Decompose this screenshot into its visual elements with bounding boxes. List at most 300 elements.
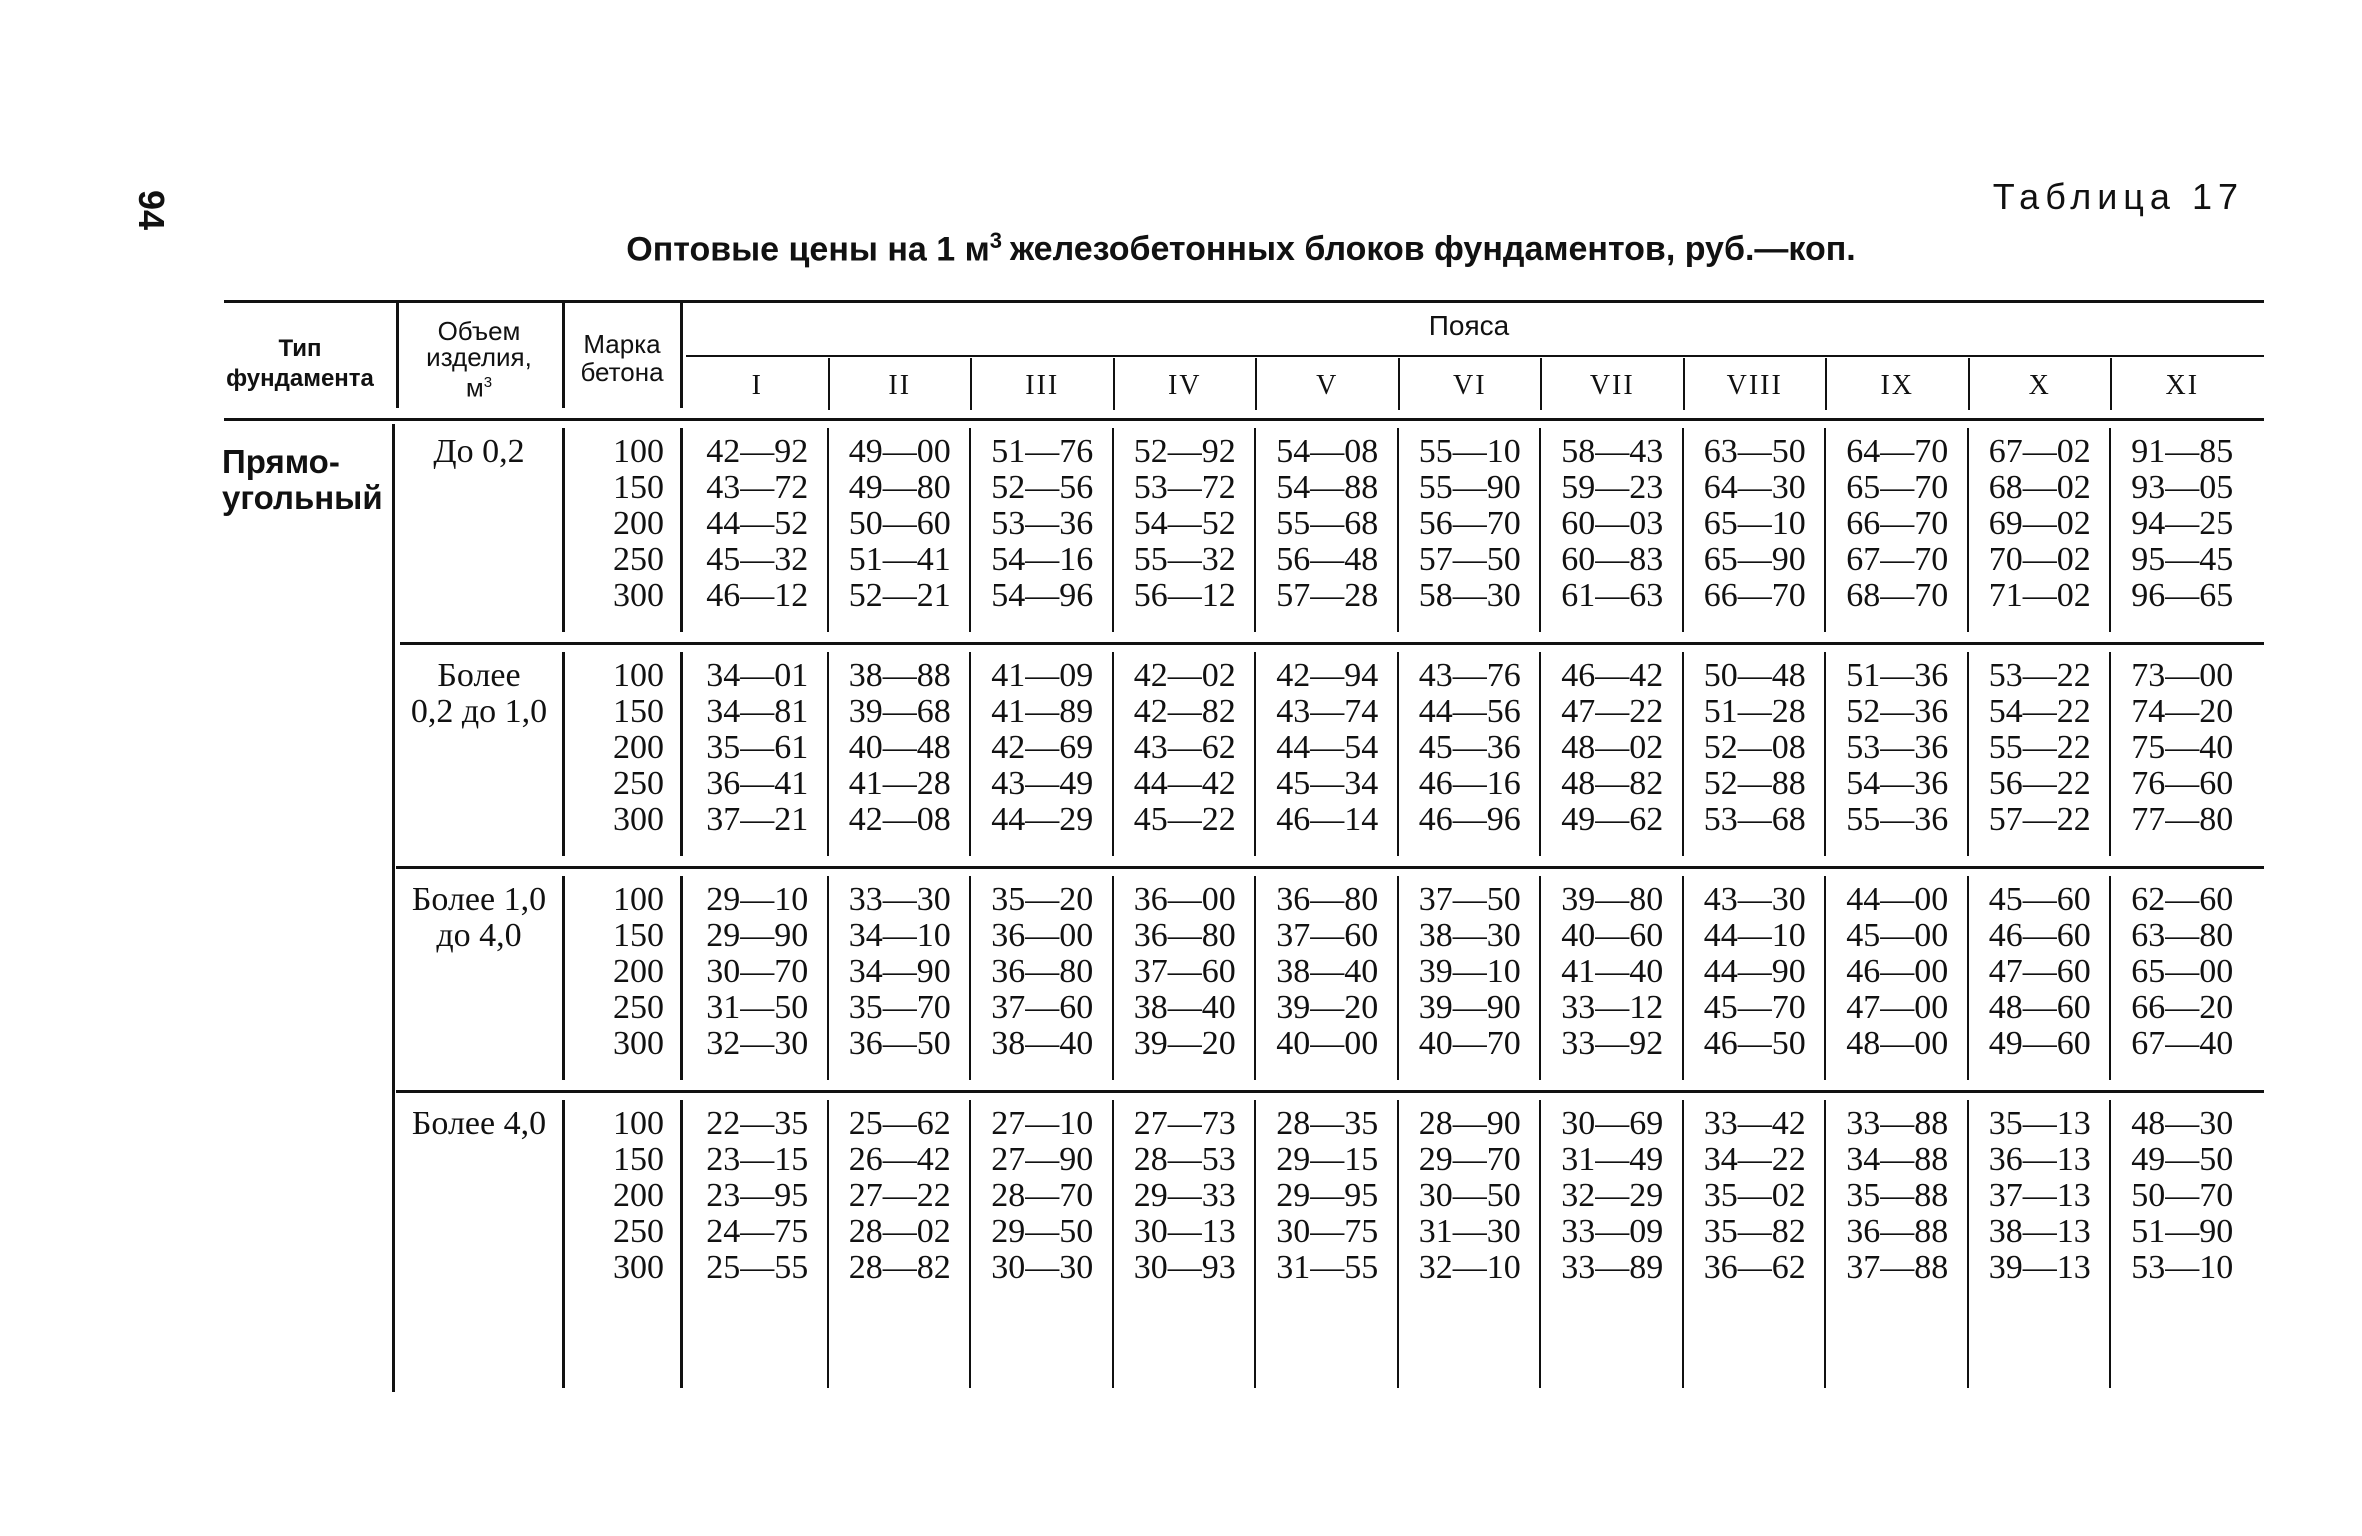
price-value: 64—70 xyxy=(1846,433,1949,470)
header-column-divider xyxy=(562,302,565,408)
price-value: 36—62 xyxy=(1703,1249,1806,1286)
price-column xyxy=(1969,882,2112,1062)
column-divider xyxy=(1254,876,1256,1080)
price-value: 62—60 xyxy=(2131,881,2234,918)
grade-value: 150 xyxy=(613,917,664,954)
price-value: 93—05 xyxy=(2131,469,2234,506)
price-value: 28—70 xyxy=(991,1177,1094,1214)
volume-line: Более 4,0 xyxy=(411,1105,547,1142)
price-value: 35—02 xyxy=(1703,1177,1806,1214)
volume-line: Более 1,0 xyxy=(411,881,547,918)
price-value: 54—96 xyxy=(991,577,1094,614)
price-column xyxy=(1399,434,1542,614)
header-volume-line: изделия, xyxy=(426,342,532,372)
column-divider xyxy=(827,652,829,856)
price-value: 36—88 xyxy=(1846,1213,1949,1250)
price-value: 33—42 xyxy=(1703,1105,1806,1142)
price-value: 33—09 xyxy=(1561,1213,1664,1250)
price-value: 60—83 xyxy=(1561,541,1664,578)
column-divider xyxy=(1112,876,1114,1080)
price-value: 35—82 xyxy=(1703,1213,1806,1250)
price-value: 38—40 xyxy=(1276,953,1379,990)
price-value: 39—13 xyxy=(1988,1249,2091,1286)
header-foundation-type xyxy=(210,334,390,394)
price-column xyxy=(2111,882,2254,1062)
grade-value: 150 xyxy=(613,693,664,730)
price-value: 36—13 xyxy=(1988,1141,2091,1178)
price-value: 44—00 xyxy=(1846,881,1949,918)
price-column xyxy=(1826,434,1969,614)
price-value: 25—55 xyxy=(706,1249,809,1286)
zone-header: II xyxy=(888,370,912,401)
price-value: 56—12 xyxy=(1133,577,1236,614)
grade-value: 250 xyxy=(613,1213,664,1250)
column-divider xyxy=(1539,876,1541,1080)
price-value: 44—29 xyxy=(991,801,1094,838)
price-value: 45—00 xyxy=(1846,917,1949,954)
volume-cell xyxy=(394,434,564,470)
price-value: 67—40 xyxy=(2131,1025,2234,1062)
price-column xyxy=(1541,658,1684,838)
column-divider xyxy=(1254,1100,1256,1388)
header-volume-line: Объем xyxy=(437,316,521,346)
grade-value: 100 xyxy=(613,881,664,918)
column-divider xyxy=(1112,652,1114,856)
price-value: 69—02 xyxy=(1988,505,2091,542)
volume-line: Более xyxy=(437,657,521,694)
price-value: 65—10 xyxy=(1703,505,1806,542)
price-column xyxy=(1826,882,1969,1062)
title-superscript: 3 xyxy=(989,228,1003,253)
grade-value: 300 xyxy=(613,1249,664,1286)
price-value: 47—00 xyxy=(1846,989,1949,1026)
column-divider xyxy=(680,428,683,632)
header-type-line: Тип xyxy=(278,335,322,362)
column-divider xyxy=(2109,652,2111,856)
zone-header-divider xyxy=(1968,358,1970,410)
price-value: 54—36 xyxy=(1846,765,1949,802)
price-value: 53—68 xyxy=(1703,801,1806,838)
price-column xyxy=(1541,1106,1684,1286)
price-value: 42—94 xyxy=(1276,657,1379,694)
price-column xyxy=(829,658,972,838)
price-value: 44—10 xyxy=(1703,917,1806,954)
price-value: 36—80 xyxy=(1133,917,1236,954)
price-value: 35—88 xyxy=(1846,1177,1949,1214)
foundation-type-line: Прямо- xyxy=(222,443,340,480)
price-value: 34—22 xyxy=(1703,1141,1806,1178)
price-value: 52—36 xyxy=(1846,693,1949,730)
price-value: 73—00 xyxy=(2131,657,2234,694)
price-value: 70—02 xyxy=(1988,541,2091,578)
price-value: 38—88 xyxy=(848,657,951,694)
price-value: 51—41 xyxy=(848,541,951,578)
page-number: 94 xyxy=(131,190,172,231)
column-divider xyxy=(1254,428,1256,632)
price-value: 55—90 xyxy=(1418,469,1521,506)
price-value: 29—15 xyxy=(1276,1141,1379,1178)
price-value: 43—76 xyxy=(1418,657,1521,694)
price-value: 34—88 xyxy=(1846,1141,1949,1178)
price-value: 49—00 xyxy=(848,433,951,470)
title-text: Оптовые цены на 1 м xyxy=(626,230,990,269)
table-top-rule xyxy=(224,300,2264,303)
header-zones-title: Пояса xyxy=(1428,310,1510,341)
price-value: 32—10 xyxy=(1418,1249,1521,1286)
price-value: 65—70 xyxy=(1846,469,1949,506)
price-value: 36—80 xyxy=(1276,881,1379,918)
price-value: 30—69 xyxy=(1561,1105,1664,1142)
price-value: 28—35 xyxy=(1276,1105,1379,1142)
column-divider xyxy=(1254,652,1256,856)
price-value: 29—50 xyxy=(991,1213,1094,1250)
price-value: 36—41 xyxy=(706,765,809,802)
price-value: 27—90 xyxy=(991,1141,1094,1178)
price-value: 47—60 xyxy=(1988,953,2091,990)
column-divider xyxy=(1397,876,1399,1080)
zone-header: VII xyxy=(1589,370,1635,401)
price-value: 38—13 xyxy=(1988,1213,2091,1250)
column-divider xyxy=(1824,876,1826,1080)
price-value: 43—74 xyxy=(1276,693,1379,730)
price-column xyxy=(1826,658,1969,838)
price-value: 29—95 xyxy=(1276,1177,1379,1214)
volume-line: До 0,2 xyxy=(433,433,525,470)
price-value: 45—70 xyxy=(1703,989,1806,1026)
price-value: 31—30 xyxy=(1418,1213,1521,1250)
price-value: 63—80 xyxy=(2131,917,2234,954)
price-value: 36—50 xyxy=(848,1025,951,1062)
column-divider xyxy=(827,428,829,632)
column-divider xyxy=(562,876,565,1080)
price-column xyxy=(829,882,972,1062)
price-column xyxy=(1541,434,1684,614)
price-value: 40—48 xyxy=(848,729,951,766)
price-value: 51—76 xyxy=(991,433,1094,470)
price-value: 38—40 xyxy=(991,1025,1094,1062)
price-value: 34—10 xyxy=(848,917,951,954)
column-divider xyxy=(1824,1100,1826,1388)
price-value: 59—23 xyxy=(1561,469,1664,506)
column-divider xyxy=(969,428,971,632)
price-value: 68—02 xyxy=(1988,469,2091,506)
column-divider xyxy=(1967,652,1969,856)
column-divider xyxy=(1397,1100,1399,1388)
group-separator-rule xyxy=(396,1090,2264,1093)
column-divider xyxy=(2109,428,2111,632)
price-value: 76—60 xyxy=(2131,765,2234,802)
price-value: 45—60 xyxy=(1988,881,2091,918)
price-column xyxy=(1684,882,1827,1062)
price-value: 45—32 xyxy=(706,541,809,578)
price-value: 30—50 xyxy=(1418,1177,1521,1214)
column-divider xyxy=(680,652,683,856)
grade-value: 100 xyxy=(613,433,664,470)
price-value: 46—00 xyxy=(1846,953,1949,990)
table-label: Таблица 17 xyxy=(1992,176,2244,217)
price-value: 41—89 xyxy=(991,693,1094,730)
price-value: 58—43 xyxy=(1561,433,1664,470)
zone-header-divider xyxy=(828,358,830,410)
column-divider xyxy=(827,876,829,1080)
price-value: 43—72 xyxy=(706,469,809,506)
price-value: 29—90 xyxy=(706,917,809,954)
price-value: 54—16 xyxy=(991,541,1094,578)
volume-line: 0,2 до 1,0 xyxy=(410,693,548,730)
price-value: 52—56 xyxy=(991,469,1094,506)
price-column xyxy=(1399,1106,1542,1286)
price-value: 42—02 xyxy=(1133,657,1236,694)
price-value: 45—34 xyxy=(1276,765,1379,802)
column-divider xyxy=(1539,428,1541,632)
zone-header: XI xyxy=(2165,370,2200,401)
zone-header: VIII xyxy=(1726,370,1783,401)
price-value: 42—82 xyxy=(1133,693,1236,730)
price-value: 34—90 xyxy=(848,953,951,990)
zone-header: IV xyxy=(1167,370,1202,401)
zone-header-divider xyxy=(1255,358,1257,410)
header-type-line: фундамента xyxy=(226,365,374,392)
column-divider xyxy=(1397,428,1399,632)
price-column xyxy=(971,434,1114,614)
price-value: 55—22 xyxy=(1988,729,2091,766)
price-value: 37—60 xyxy=(1133,953,1236,990)
price-column xyxy=(1684,1106,1827,1286)
header-volume-line xyxy=(396,370,562,401)
price-value: 37—88 xyxy=(1846,1249,1949,1286)
zone-header: I xyxy=(751,370,763,401)
price-value: 53—36 xyxy=(991,505,1094,542)
price-value: 45—22 xyxy=(1133,801,1236,838)
price-value: 51—36 xyxy=(1846,657,1949,694)
price-value: 43—62 xyxy=(1133,729,1236,766)
price-value: 42—92 xyxy=(706,433,809,470)
price-column xyxy=(971,882,1114,1062)
price-value: 39—20 xyxy=(1133,1025,1236,1062)
volume-cell xyxy=(394,1106,564,1142)
price-value: 94—25 xyxy=(2131,505,2234,542)
price-column xyxy=(686,658,829,838)
price-value: 77—80 xyxy=(2131,801,2234,838)
grade-value: 150 xyxy=(613,1141,664,1178)
price-value: 75—40 xyxy=(2131,729,2234,766)
grade-value: 100 xyxy=(613,1105,664,1142)
price-value: 71—02 xyxy=(1988,577,2091,614)
zone-header-divider xyxy=(2110,358,2112,410)
price-value: 39—68 xyxy=(848,693,951,730)
foundation-type xyxy=(222,444,382,516)
price-value: 42—08 xyxy=(848,801,951,838)
price-value: 50—70 xyxy=(2131,1177,2234,1214)
price-value: 46—42 xyxy=(1561,657,1664,694)
grade-cell xyxy=(560,882,664,1062)
volume-cell xyxy=(394,882,564,954)
price-value: 25—62 xyxy=(848,1105,951,1142)
price-column xyxy=(1684,434,1827,614)
price-value: 45—36 xyxy=(1418,729,1521,766)
column-divider xyxy=(1682,428,1684,632)
column-divider xyxy=(2109,1100,2111,1388)
price-value: 44—54 xyxy=(1276,729,1379,766)
price-value: 36—80 xyxy=(991,953,1094,990)
price-value: 46—14 xyxy=(1276,801,1379,838)
price-value: 31—55 xyxy=(1276,1249,1379,1286)
price-value: 44—42 xyxy=(1133,765,1236,802)
price-value: 53—22 xyxy=(1988,657,2091,694)
price-value: 49—50 xyxy=(2131,1141,2234,1178)
price-column xyxy=(1684,658,1827,838)
price-value: 22—35 xyxy=(706,1105,809,1142)
grade-cell xyxy=(560,434,664,614)
grade-value: 200 xyxy=(613,953,664,990)
header-volume xyxy=(396,318,562,401)
price-column xyxy=(1399,658,1542,838)
price-value: 36—00 xyxy=(1133,881,1236,918)
grade-cell xyxy=(560,1106,664,1286)
price-value: 60—03 xyxy=(1561,505,1664,542)
price-value: 33—30 xyxy=(848,881,951,918)
price-value: 38—40 xyxy=(1133,989,1236,1026)
price-column xyxy=(1114,434,1257,614)
header-column-divider xyxy=(680,302,683,408)
column-divider xyxy=(1682,652,1684,856)
zone-header-divider xyxy=(970,358,972,410)
price-column xyxy=(1826,1106,1969,1286)
price-column xyxy=(1256,882,1399,1062)
price-value: 37—13 xyxy=(1988,1177,2091,1214)
group-separator-rule xyxy=(400,642,2264,645)
column-divider xyxy=(1824,652,1826,856)
price-value: 37—21 xyxy=(706,801,809,838)
header-grade-line: Марка xyxy=(583,329,661,359)
price-value: 64—30 xyxy=(1703,469,1806,506)
zone-header-divider xyxy=(1683,358,1685,410)
grade-cell xyxy=(560,658,664,838)
price-column xyxy=(829,434,972,614)
price-column xyxy=(971,1106,1114,1286)
zones-header-rule xyxy=(686,355,2264,357)
price-column xyxy=(1114,1106,1257,1286)
price-value: 33—88 xyxy=(1846,1105,1949,1142)
column-divider xyxy=(1682,876,1684,1080)
price-value: 51—28 xyxy=(1703,693,1806,730)
price-column xyxy=(2111,658,2254,838)
price-column xyxy=(1256,1106,1399,1286)
price-value: 55—68 xyxy=(1276,505,1379,542)
header-grade-line: бетона xyxy=(580,357,664,387)
price-value: 37—60 xyxy=(1276,917,1379,954)
price-value: 28—82 xyxy=(848,1249,951,1286)
price-value: 95—45 xyxy=(2131,541,2234,578)
header-bottom-rule xyxy=(224,418,2264,421)
price-value: 29—10 xyxy=(706,881,809,918)
price-value: 31—49 xyxy=(1561,1141,1664,1178)
price-value: 43—30 xyxy=(1703,881,1806,918)
column-divider xyxy=(969,1100,971,1388)
price-value: 61—63 xyxy=(1561,577,1664,614)
price-value: 28—90 xyxy=(1418,1105,1521,1142)
column-divider xyxy=(969,876,971,1080)
price-value: 65—00 xyxy=(2131,953,2234,990)
foundation-type-line: угольный xyxy=(222,479,383,516)
grade-value: 300 xyxy=(613,577,664,614)
price-value: 30—30 xyxy=(991,1249,1094,1286)
price-value: 67—02 xyxy=(1988,433,2091,470)
zone-header-divider xyxy=(1398,358,1400,410)
price-value: 41—09 xyxy=(991,657,1094,694)
grade-value: 300 xyxy=(613,1025,664,1062)
price-value: 54—22 xyxy=(1988,693,2091,730)
price-value: 39—80 xyxy=(1561,881,1664,918)
zone-header: VI xyxy=(1452,370,1487,401)
price-value: 66—70 xyxy=(1703,577,1806,614)
column-divider xyxy=(2109,876,2111,1080)
price-column xyxy=(1969,434,2112,614)
grade-value: 200 xyxy=(613,505,664,542)
price-value: 40—60 xyxy=(1561,917,1664,954)
group-separator-rule xyxy=(396,866,2264,869)
price-column xyxy=(1114,658,1257,838)
price-value: 50—60 xyxy=(848,505,951,542)
column-divider xyxy=(969,652,971,856)
column-divider xyxy=(680,1100,683,1388)
price-value: 67—70 xyxy=(1846,541,1949,578)
column-divider xyxy=(562,1100,565,1388)
price-value: 41—28 xyxy=(848,765,951,802)
price-value: 50—48 xyxy=(1703,657,1806,694)
price-value: 28—53 xyxy=(1133,1141,1236,1178)
price-value: 42—69 xyxy=(991,729,1094,766)
price-value: 34—81 xyxy=(706,693,809,730)
price-value: 56—48 xyxy=(1276,541,1379,578)
price-column xyxy=(1969,658,2112,838)
price-column xyxy=(2111,1106,2254,1286)
page-title xyxy=(0,228,2362,269)
price-column xyxy=(1114,882,1257,1062)
price-value: 57—28 xyxy=(1276,577,1379,614)
column-divider xyxy=(1539,652,1541,856)
price-value: 47—22 xyxy=(1561,693,1664,730)
price-value: 36—00 xyxy=(991,917,1094,954)
price-value: 46—16 xyxy=(1418,765,1521,802)
price-value: 27—10 xyxy=(991,1105,1094,1142)
price-value: 48—60 xyxy=(1988,989,2091,1026)
column-divider xyxy=(1397,652,1399,856)
column-divider xyxy=(1967,1100,1969,1388)
price-value: 57—50 xyxy=(1418,541,1521,578)
price-value: 30—93 xyxy=(1133,1249,1236,1286)
column-divider xyxy=(1112,1100,1114,1388)
grade-value: 100 xyxy=(613,657,664,694)
price-value: 44—90 xyxy=(1703,953,1806,990)
zone-header: III xyxy=(1025,370,1060,401)
price-column xyxy=(2111,434,2254,614)
column-divider xyxy=(1967,428,1969,632)
price-value: 48—02 xyxy=(1561,729,1664,766)
price-value: 55—36 xyxy=(1846,801,1949,838)
grade-value: 300 xyxy=(613,801,664,838)
price-column xyxy=(1541,882,1684,1062)
price-value: 44—56 xyxy=(1418,693,1521,730)
price-value: 46—12 xyxy=(706,577,809,614)
price-column xyxy=(1256,658,1399,838)
price-column xyxy=(829,1106,972,1286)
price-value: 32—30 xyxy=(706,1025,809,1062)
price-value: 53—72 xyxy=(1133,469,1236,506)
price-value: 53—10 xyxy=(2131,1249,2234,1286)
price-value: 39—90 xyxy=(1418,989,1521,1026)
price-value: 39—10 xyxy=(1418,953,1521,990)
